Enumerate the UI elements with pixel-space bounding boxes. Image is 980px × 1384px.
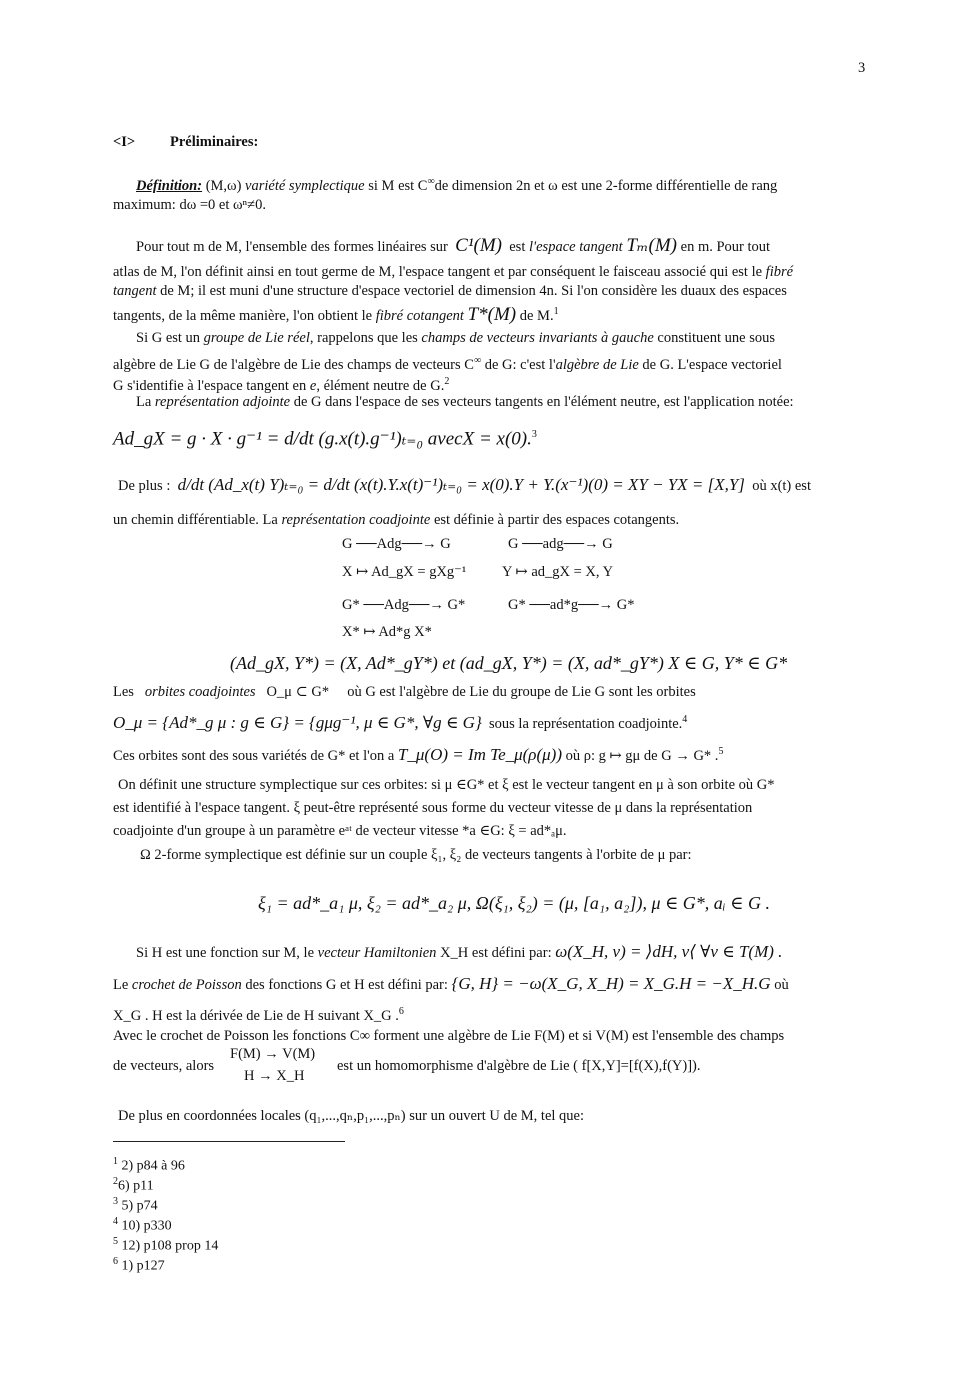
footnote-ref-1: 1 — [553, 306, 559, 317]
footnote-4: $^4$ 10) p330 — [113, 1216, 172, 1234]
orbits-line-1: Les orbites coadjointes O_μ ⊂ G* où G est l'algèbre de Lie du groupe de Lie G sont les orbites — [113, 684, 696, 700]
footnote-3: $^3$ 5) p74 — [113, 1196, 158, 1214]
footnote-ref-3: 3 — [531, 429, 537, 440]
orbits-line-2: O_μ = {Ad*_g μ : g ∈ G} = {gμg⁻¹, μ ∈ G*, ∀g ∈ G} sous la représentation coadjointe.$^4$ — [113, 712, 688, 732]
hamilton-line-6: De plus en coordonnées locales (q₁,...,qₙ,p₁,...,pₙ) sur un ouvert U de M, tel que: — [118, 1108, 585, 1124]
footnote-2: $^2$6) p11 — [113, 1176, 154, 1194]
section-tag: <I> — [113, 134, 136, 150]
footnote-rule — [113, 1141, 345, 1142]
diagram-row-3-left: G* ──Adg──→ G* — [342, 597, 466, 613]
lie-line-1: Si G est un groupe de Lie réel, rappelons que les champs de vecteurs invariants à gauche constituent une sous — [136, 330, 775, 346]
diagram-row-1-left: G ──Adg──→ G — [342, 536, 451, 552]
hamilton-map-top: F(M) → V(M) — [230, 1046, 316, 1062]
hamilton-line-3: X_G . H est la dérivée de Lie de H suivant X_G .$^6$ — [113, 1006, 404, 1024]
definition-label: Définition: — [136, 177, 203, 194]
symplectic-formula: ξ₁ = ad*_a₁ μ, ξ₂ = ad*_a₂ μ, Ω(ξ₁, ξ₂) = (μ, [a₁, a₂]), μ ∈ G*, aᵢ ∈ G . — [258, 893, 770, 913]
footnote-1: $^1$ 2) p84 à 96 — [113, 1156, 185, 1174]
lie-line-3: G s'identifie à l'espace tangent en e, élément neutre de G.$^2$ — [113, 376, 450, 394]
tangent-line-4: tangents, de la même manière, l'on obtient le fibré cotangent T*(M) de M.$^1$ — [113, 303, 559, 325]
tangent-line-1: Pour tout m de M, l'ensemble des formes linéaires sur C¹(M) est l'espace tangent Tₘ(M) en m. Pour tout — [136, 235, 771, 256]
definition-line-1: Définition: (M,ω) variété symplectique si M est C∞de dimension 2n et ω est une 2-forme différentielle de rang — [136, 176, 778, 194]
symplectic-line-1: On définit une structure symplectique sur ces orbites: si μ ∈G* et ξ est le vecteur tangent en μ à son orbite où G* — [118, 777, 775, 793]
footnote-ref-4: 4 — [682, 714, 688, 725]
hamilton-line-1: Si H est une fonction sur M, le vecteur Hamiltonien X_H est défini par: ω(X_H, ν) = ⟩dH, ν⟨ ∀ν ∈ T(M) . — [136, 942, 783, 961]
hamilton-line-5a: de vecteurs, alors — [113, 1058, 215, 1074]
diagram-row-1-right: G ──adg──→ G — [508, 536, 613, 552]
orbits-line-3: Ces orbites sont des sous variétés de G* et l'on a T_μ(O) = Im Te_μ(ρ(μ)) où ρ: g ↦ gμ de G → G* .$^5$ — [113, 744, 724, 764]
diagram-row-2-right: Y ↦ ad_gX = X, Y — [502, 564, 614, 580]
pairing-formula: (Ad_gX, Y*) = (X, Ad*_gY*) et (ad_gX, Y*) = (X, ad*_gY*) X ∈ G, Y* ∈ G* — [230, 653, 788, 673]
symplectic-line-4: Ω 2-forme symplectique est définie sur un couple ξ₁, ξ₂ de vecteurs tangents à l'orbite de μ par: — [140, 847, 692, 863]
lie-line-2: algèbre de Lie G de l'algèbre de Lie des champs de vecteurs C∞ de G: c'est l'algèbre de Lie de G. L'espace vectoriel — [113, 355, 782, 373]
section-title: Préliminaires: — [170, 134, 259, 150]
definition-line-2: maximum: dω =0 et ωⁿ≠0. — [113, 197, 266, 213]
deplus-line-2: un chemin différentiable. La représentation coadjointe est définie à partir des espaces cotangents. — [113, 512, 680, 528]
tangent-line-3: tangent de M; il est muni d'une structure d'espace vectoriel de dimension 4n. Si l'on considère les duaux des espaces — [113, 283, 787, 299]
diagram-row-3-right: G* ──ad*g──→ G* — [508, 597, 635, 613]
hamilton-line-4: Avec le crochet de Poisson les fonctions C∞ forment une algèbre de Lie F(M) et si V(M) est l'ensemble des champs — [113, 1028, 785, 1044]
diagram-row-4-left: X* ↦ Ad*g X* — [342, 624, 432, 640]
hamilton-line-5b: est un homomorphisme d'algèbre de Lie ( f[X,Y]=[f(X),f(Y)]). — [337, 1058, 701, 1074]
footnote-ref-2: 2 — [444, 376, 450, 387]
tangent-line-2: atlas de M, l'on définit ainsi en tout germe de M, l'espace tangent et par conséquent le faisceau associé qui est le fibré — [113, 264, 794, 280]
adjoint-line-1: La représentation adjointe de G dans l'espace de ses vecteurs tangents en l'élément neutre, est l'application notée: — [136, 394, 794, 410]
deplus-formula: d/dt (Ad_x(t) Y)ₜ₌₀ = d/dt (x(t).Y.x(t)⁻¹)ₜ₌₀ = x(0).Y + Y.(x⁻¹)(0) = XY − YX = [X,Y] — [177, 475, 745, 494]
orbits-formula: O_μ = {Ad*_g μ : g ∈ G} = {gμg⁻¹, μ ∈ G*, ∀g ∈ G} — [113, 712, 482, 732]
page-number: 3 — [858, 60, 866, 76]
symplectic-line-2: est identifié à l'espace tangent. ξ peut-être représenté sous forme du vecteur vitesse de μ dans la représentation — [113, 800, 753, 816]
footnote-5: $^5$ 12) p108 prop 14 — [113, 1236, 219, 1254]
hamilton-map-bottom: H → X_H — [244, 1068, 305, 1084]
hamilton-line-2: Le crochet de Poisson des fonctions G et H est défini par: {G, H} = −ω(X_G, X_H) = X_G.H = −X_H.G où — [113, 974, 789, 993]
deplus-line: De plus : d/dt (Ad_x(t) Y)ₜ₌₀ = d/dt (x(t).Y.x(t)⁻¹)ₜ₌₀ = x(0).Y + Y.(x⁻¹)(0) = XY − YX = [X,Y] où x(t) est — [118, 475, 811, 494]
footnote-ref-5: 5 — [718, 746, 724, 757]
diagram-row-2-left: X ↦ Ad_gX = gXg⁻¹ — [342, 564, 467, 580]
symplectic-line-3: coadjointe d'un groupe à un paramètre eᵃᵗ de vecteur vitesse *a ∈G: ξ = ad*ₐμ. — [113, 823, 567, 839]
footnote-ref-6: 6 — [398, 1006, 404, 1017]
adjoint-formula: Ad_gX = g · X · g⁻¹ = d/dt (g.x(t).g⁻¹)ₜ₌₀ avecX = x(0).$^3$ — [113, 428, 537, 450]
footnote-6: $^6$ 1) p127 — [113, 1256, 165, 1274]
